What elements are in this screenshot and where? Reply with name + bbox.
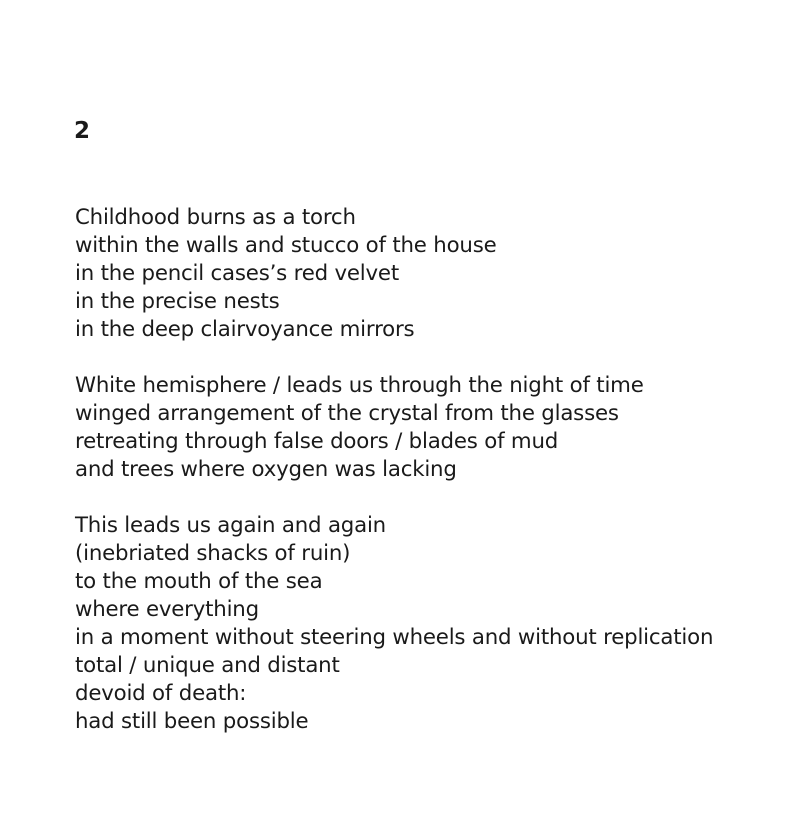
poem-line: winged arrangement of the crystal from the glasses xyxy=(75,401,619,426)
poem-line: where everything xyxy=(75,597,259,622)
poem xyxy=(75,204,775,764)
poem-line: in the pencil cases’s red velvet xyxy=(75,261,399,286)
section-number: 2 xyxy=(74,118,91,144)
poem-line: in a moment without steering wheels and without replication xyxy=(75,625,714,650)
stanza-3 xyxy=(75,512,775,736)
poem-line: to the mouth of the sea xyxy=(75,569,323,594)
poem-line: within the walls and stucco of the house xyxy=(75,233,497,258)
stanza-1 xyxy=(75,204,775,344)
poem-line: This leads us again and again xyxy=(75,513,386,538)
poem-line: devoid of death: xyxy=(75,681,247,706)
poem-line: and trees where oxygen was lacking xyxy=(75,457,457,482)
poem-line: had still been possible xyxy=(75,709,309,734)
poem-line: White hemisphere / leads us through the night of time xyxy=(75,373,644,398)
poem-line: retreating through false doors / blades of mud xyxy=(75,429,559,454)
poem-line: Childhood burns as a torch xyxy=(75,205,356,230)
poem-line: total / unique and distant xyxy=(75,653,340,678)
poem-line: in the precise nests xyxy=(75,289,280,314)
stanza-2 xyxy=(75,372,775,484)
poem-line: (inebriated shacks of ruin) xyxy=(75,541,351,566)
poem-line: in the deep clairvoyance mirrors xyxy=(75,317,415,342)
